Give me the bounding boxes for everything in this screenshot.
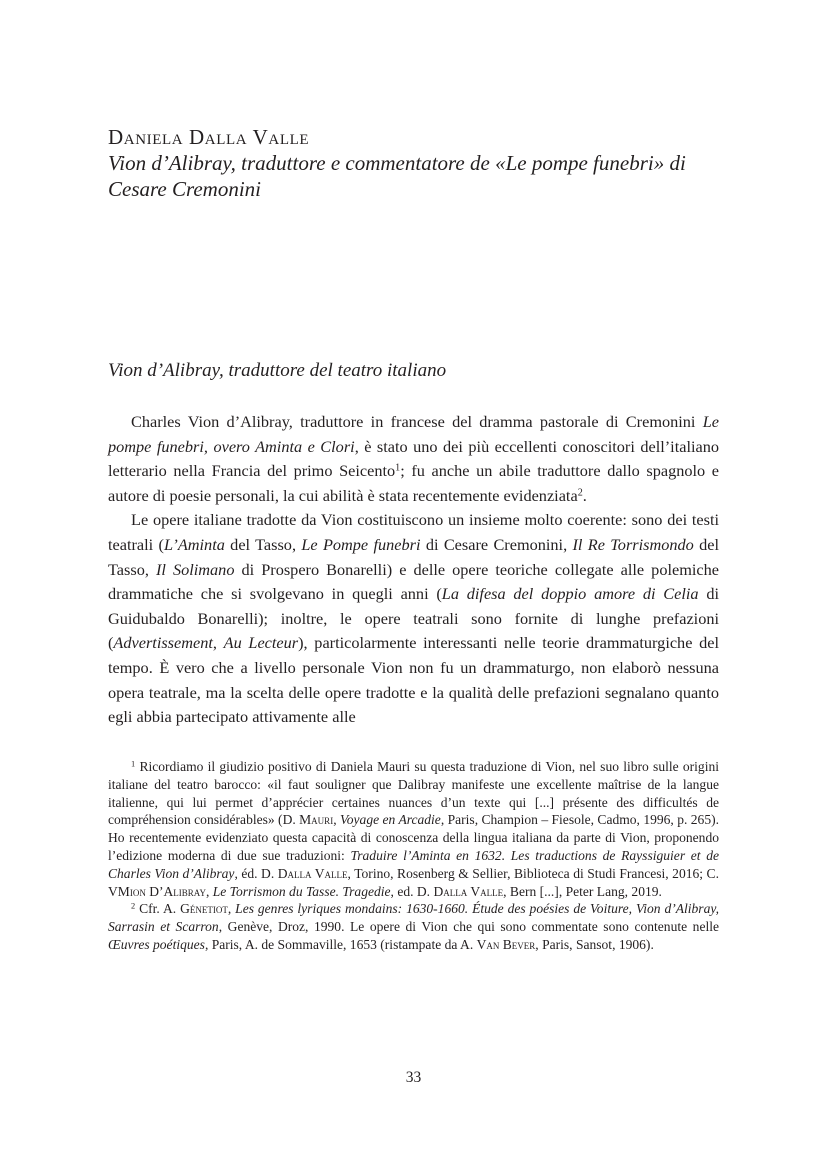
footnote-number: 2 bbox=[131, 901, 136, 911]
text-run: , Torino, Rosenberg & Sellier, Biblioteca di Studi Francesi, 2016; C. bbox=[347, 865, 719, 881]
article-title: Vion d’Alibray, traduttore e commentatore de «Le pompe funebri» di Cesare Cremonini bbox=[108, 151, 686, 201]
work-title: Le pompe funebri, overo Aminta e Clori bbox=[108, 412, 719, 456]
text-run: di Guidubaldo Bonarelli); inoltre, le opere teatrali sono fornite di lunghe prefazioni ( bbox=[108, 584, 719, 653]
text-run: , bbox=[333, 812, 340, 828]
author-surname: Dalla Valle bbox=[433, 883, 504, 899]
footnote-number: 1 bbox=[131, 759, 136, 769]
footnote-ref-1[interactable]: 1 bbox=[395, 462, 401, 474]
work-title: Œuvres poétiques bbox=[108, 936, 205, 952]
text-run: , Paris, Champion – Fiesole, Cadmo, 1996, p. 265). Ho recentemente evidenziato questa capacità di conoscenza della lingua italiana da parte di Vion, proponendo l’edizione moderna di due sue traduzioni: bbox=[108, 812, 719, 863]
work-title: La difesa del doppio amore di Celia bbox=[441, 584, 699, 604]
text-run: , ed. D. bbox=[390, 883, 434, 899]
author-surname: VMion D’Alibray bbox=[108, 883, 206, 899]
footnote-ref-2[interactable]: 2 bbox=[577, 487, 583, 499]
text-run: , éd. D. bbox=[234, 865, 278, 881]
text-run: , Genève, Droz, 1990. Le opere di Vion che qui sono commentate sono contenute nelle bbox=[218, 919, 719, 935]
work-title: Traduire l’Aminta en 1632. Les traductions de Rayssiguier et de Charles Vion d’Alibray bbox=[108, 847, 720, 881]
work-title: Advertissement bbox=[113, 633, 213, 653]
text-run: Ricordiamo il giudizio positivo di Daniela Mauri su questa traduzione di Vion, nel suo libro sulle origini italiane del teatro barocco: «il faut souligner que Dalibray manifeste une excellente maîtrise de la langue italienne, qui lui permet d’apprécier certaines nuances d’un texte qui [...] présente des difficultés de compréhension considérables» (D. bbox=[108, 759, 719, 828]
work-title: Voyage en Arcadie bbox=[339, 812, 441, 828]
work-title: Le Torrismon du Tasse. Tragedie bbox=[212, 883, 391, 899]
author-name: Daniela Dalla Valle bbox=[108, 125, 310, 149]
text-run: Charles Vion d’Alibray, traduttore in francese del dramma pastorale di Cremonini bbox=[131, 412, 703, 431]
footnote-1 bbox=[108, 758, 719, 900]
text-run: , Bern [...], Peter Lang, 2019. bbox=[503, 883, 662, 899]
text-run: , è stato uno dei più eccellenti conoscitori dell’italiano letterario nella Francia del primo Seicento bbox=[108, 436, 719, 481]
author-surname: Dalla Valle bbox=[277, 865, 348, 881]
body-paragraph-1 bbox=[108, 410, 719, 508]
text-run: . bbox=[582, 485, 587, 505]
text-run: Le opere italiane tradotte da Vion costituiscono un insieme molto coerente: sono dei testi teatrali ( bbox=[108, 510, 719, 554]
footnote-2 bbox=[108, 900, 719, 953]
text-run: , bbox=[212, 633, 224, 653]
work-title: L’Aminta bbox=[163, 534, 225, 554]
text-run: , Paris, A. de Sommaville, 1653 (ristampate da A. bbox=[204, 936, 477, 952]
text-run: ; fu anche un abile traduttore dallo spagnolo e autore di poesie personali, la cui abilità è stata recentemente evidenziata bbox=[108, 461, 720, 505]
text-run: , Paris, Sansot, 1906). bbox=[535, 936, 654, 952]
footnotes bbox=[108, 758, 719, 954]
text-run: Cfr. A. bbox=[135, 901, 181, 917]
page-number: 33 bbox=[405, 1069, 422, 1086]
author-surname: Mauri bbox=[299, 812, 334, 828]
text-run: del Tasso, bbox=[108, 534, 720, 579]
author-surname: Génetiot bbox=[180, 901, 228, 917]
work-title: Au Lecteur bbox=[223, 633, 299, 653]
author-surname: Van Bever bbox=[476, 936, 536, 952]
text-run: del Tasso, bbox=[224, 534, 302, 554]
text-run: ), particolarmente interessanti nelle teorie drammaturgiche del tempo. È vero che a livello personale Vion non fu un drammaturgo, non elaborò nessuna opera teatrale, ma la scelta delle opere tradotte e la qualità delle prefazioni segnalano quanto egli abbia partecipato attivamente alle bbox=[108, 633, 719, 727]
text-run: , bbox=[205, 883, 213, 899]
text-run: di Prospero Bonarelli) e delle opere teoriche collegate alle polemiche drammatiche che si svolgevano in quegli anni ( bbox=[108, 559, 719, 604]
text-run: di Cesare Cremonini, bbox=[420, 534, 573, 554]
body-text bbox=[108, 410, 719, 730]
work-title: Le Pompe funebri bbox=[301, 534, 421, 554]
work-title: Il Re Torrismondo bbox=[572, 534, 694, 554]
body-paragraph-2 bbox=[108, 508, 719, 729]
text-run: , bbox=[227, 901, 236, 917]
section-heading: Vion d’Alibray, traduttore del teatro italiano bbox=[108, 360, 447, 381]
work-title: Il Solimano bbox=[155, 559, 235, 579]
work-title: Les genres lyriques mondains: 1630-1660. Étude des poésies de Voiture, Vion d’Alibray, Sarrasin et Scarron bbox=[108, 901, 720, 935]
